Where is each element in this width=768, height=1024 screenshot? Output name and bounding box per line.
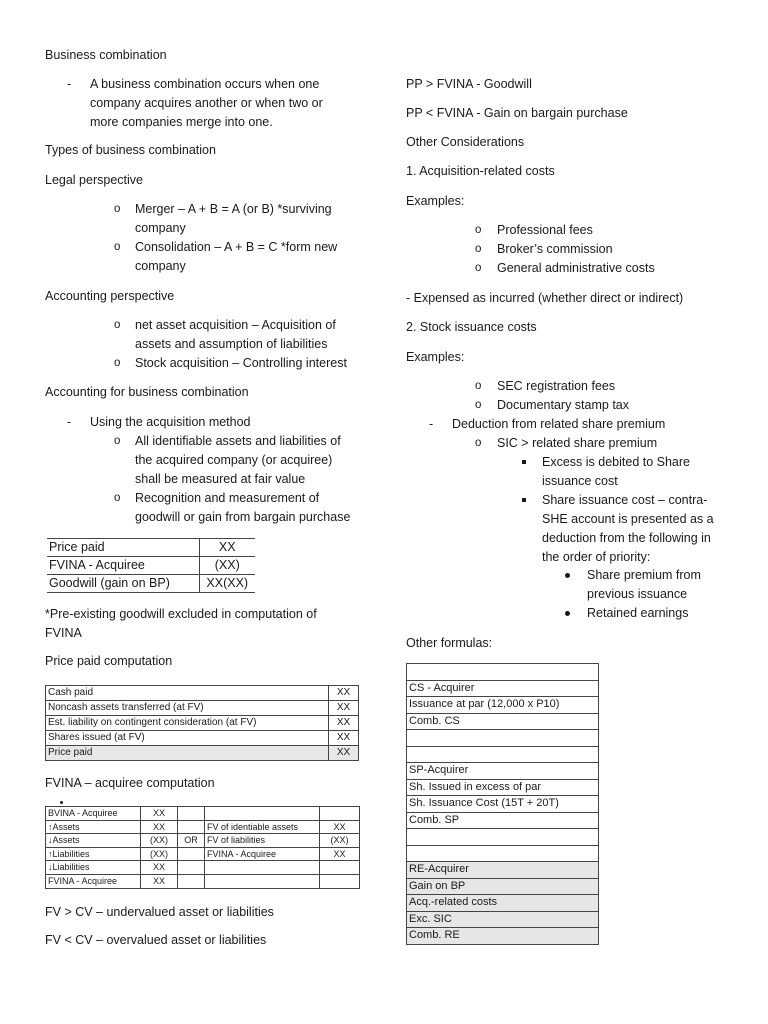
table-row bbox=[47, 539, 255, 557]
table-cell bbox=[320, 874, 360, 888]
goodwill-table bbox=[47, 538, 255, 593]
circle-bullet: o bbox=[114, 203, 121, 215]
table-cell bbox=[320, 861, 360, 875]
table-cell: (XX) bbox=[320, 834, 360, 848]
table-row bbox=[407, 812, 599, 829]
formulas-table bbox=[406, 663, 599, 945]
circle-bullet: o bbox=[114, 357, 121, 369]
table-cell: FV of liabilities bbox=[205, 834, 320, 848]
table-cell bbox=[178, 874, 205, 888]
table-cell: Price paid bbox=[46, 746, 329, 761]
circle-bullet: o bbox=[475, 437, 482, 449]
table-cell: XX bbox=[199, 539, 255, 557]
table-cell: Cash paid bbox=[46, 686, 329, 701]
dash-bullet: - bbox=[67, 77, 72, 91]
legal-heading: Legal perspective bbox=[45, 173, 143, 187]
table-cell bbox=[205, 807, 320, 821]
types-heading: Types of business combination bbox=[45, 143, 216, 157]
table-cell: FV of identiable assets bbox=[205, 820, 320, 834]
table-row bbox=[407, 911, 599, 928]
table-cell bbox=[407, 746, 599, 763]
table-cell: SP-Acquirer bbox=[407, 763, 599, 780]
table-cell: XX bbox=[141, 820, 178, 834]
table-row bbox=[46, 731, 359, 746]
table-cell: CS - Acquirer bbox=[407, 680, 599, 697]
other-formulas-heading: Other formulas: bbox=[406, 636, 493, 650]
preexisting-note-line-2: FVINA bbox=[45, 626, 82, 640]
table-row bbox=[407, 895, 599, 912]
table-row bbox=[407, 878, 599, 895]
expensed-note: - Expensed as incurred (whether direct or indirect) bbox=[406, 291, 684, 305]
sic-sub-2-line-3: deduction from the following in bbox=[542, 531, 711, 545]
table-row bbox=[46, 861, 360, 875]
table-row bbox=[46, 686, 359, 701]
sic-sub-2-line-2: SHE account is presented as a bbox=[542, 512, 714, 526]
definition-line-2: company acquires another or when two or bbox=[90, 96, 323, 110]
table-row bbox=[46, 807, 360, 821]
sic-sub-1-line-2: issuance cost bbox=[542, 474, 618, 488]
table-cell bbox=[205, 874, 320, 888]
accounting-item-stock: Stock acquisition – Controlling interest bbox=[135, 356, 347, 370]
method-item: Using the acquisition method bbox=[90, 415, 251, 429]
table-row bbox=[407, 779, 599, 796]
table-cell: Goodwill (gain on BP) bbox=[47, 575, 199, 593]
table-cell bbox=[320, 807, 360, 821]
table-cell: (XX) bbox=[141, 834, 178, 848]
legal-item-consolidation-cont: company bbox=[135, 259, 186, 273]
fv-greater-cv: FV > CV – undervalued asset or liabilities bbox=[45, 905, 274, 919]
circle-bullet: o bbox=[475, 243, 482, 255]
dot-bullet bbox=[565, 611, 570, 616]
table-cell: Comb. CS bbox=[407, 713, 599, 730]
fv-less-cv: FV < CV – overvalued asset or liabilities bbox=[45, 933, 267, 947]
table-cell: FVINA - Acquiree bbox=[205, 847, 320, 861]
table-row bbox=[407, 862, 599, 879]
table-cell bbox=[407, 664, 599, 681]
table-cell bbox=[407, 845, 599, 862]
table-row bbox=[407, 928, 599, 945]
table-row bbox=[407, 796, 599, 813]
table-cell: BVINA - Acquiree bbox=[46, 807, 141, 821]
table-cell: Sh. Issued in excess of par bbox=[407, 779, 599, 796]
dot-bullet bbox=[60, 801, 63, 804]
definition-line-3: more companies merge into one. bbox=[90, 115, 273, 129]
circle-bullet: o bbox=[114, 492, 121, 504]
table-row bbox=[407, 845, 599, 862]
table-cell: ↑Liabilities bbox=[46, 847, 141, 861]
table-cell: FVINA - Acquiree bbox=[46, 874, 141, 888]
table-row bbox=[46, 820, 360, 834]
table-cell: XX bbox=[141, 874, 178, 888]
table-cell: XX bbox=[141, 861, 178, 875]
table-cell bbox=[178, 820, 205, 834]
sic-sub-1-line-1: Excess is debited to Share bbox=[542, 455, 690, 469]
priority-share-premium-cont: previous issuance bbox=[587, 587, 688, 601]
other-considerations-heading: Other Considerations bbox=[406, 135, 525, 149]
method-sub-1-line-1: All identifiable assets and liabilities of bbox=[135, 434, 341, 448]
deduction-item: Deduction from related share premium bbox=[452, 417, 666, 431]
table-cell: Est. liability on contingent consideration (at FV) bbox=[46, 716, 329, 731]
table-row bbox=[46, 834, 360, 848]
legal-item-merger-cont: company bbox=[135, 221, 186, 235]
table-cell: Shares issued (at FV) bbox=[46, 731, 329, 746]
table-row bbox=[47, 575, 255, 593]
legal-item-consolidation: Consolidation – A + B = C *form new bbox=[135, 240, 338, 254]
circle-bullet: o bbox=[475, 399, 482, 411]
table-cell: XX bbox=[329, 701, 359, 716]
table-row bbox=[407, 680, 599, 697]
table-cell: Gain on BP bbox=[407, 878, 599, 895]
dot-bullet bbox=[565, 573, 570, 578]
table-row bbox=[407, 713, 599, 730]
examples-label: Examples: bbox=[406, 194, 465, 208]
sic-sub-2-line-1: Share issuance cost – contra- bbox=[542, 493, 708, 507]
pp-less-fvina: PP < FVINA - Gain on bargain purchase bbox=[406, 106, 628, 120]
table-cell: Price paid bbox=[47, 539, 199, 557]
definition-line-1: A business combination occurs when one bbox=[90, 77, 320, 91]
preexisting-note-line-1: *Pre-existing goodwill excluded in computation of bbox=[45, 607, 317, 621]
table-cell: Acq.-related costs bbox=[407, 895, 599, 912]
table-row bbox=[407, 763, 599, 780]
table-cell: XX bbox=[329, 731, 359, 746]
table-row bbox=[46, 701, 359, 716]
circle-bullet: o bbox=[475, 224, 482, 236]
acq-example-general-admin: General administrative costs bbox=[497, 261, 655, 275]
dash-bullet: - bbox=[67, 415, 72, 429]
table-cell: OR bbox=[178, 834, 205, 848]
table-cell: (XX) bbox=[199, 557, 255, 575]
acq-example-brokers-commission: Broker’s commission bbox=[497, 242, 613, 256]
stock-example-stamp-tax: Documentary stamp tax bbox=[497, 398, 629, 412]
method-sub-2-line-1: Recognition and measurement of bbox=[135, 491, 320, 505]
table-cell: XX bbox=[141, 807, 178, 821]
priority-retained-earnings: Retained earnings bbox=[587, 606, 689, 620]
method-sub-1-line-2: the acquired company (or acquiree) bbox=[135, 453, 333, 467]
acq-costs-heading: 1. Acquisition-related costs bbox=[406, 164, 555, 178]
dash-bullet: - bbox=[429, 417, 434, 431]
table-cell: XX(XX) bbox=[199, 575, 255, 593]
method-sub-2-line-2: goodwill or gain from bargain purchase bbox=[135, 510, 351, 524]
accounting-item-net-asset: net asset acquisition – Acquisition of bbox=[135, 318, 336, 332]
afbc-heading: Accounting for business combination bbox=[45, 385, 249, 399]
circle-bullet: o bbox=[475, 262, 482, 274]
sic-sub-2-line-4: the order of priority: bbox=[542, 550, 651, 564]
stock-issuance-heading: 2. Stock issuance costs bbox=[406, 320, 537, 334]
circle-bullet: o bbox=[475, 380, 482, 392]
acq-example-professional-fees: Professional fees bbox=[497, 223, 593, 237]
page-title: Business combination bbox=[45, 48, 167, 62]
price-paid-heading: Price paid computation bbox=[45, 654, 173, 668]
sic-item: SIC > related share premium bbox=[497, 436, 658, 450]
table-cell: RE-Acquirer bbox=[407, 862, 599, 879]
table-row bbox=[46, 847, 360, 861]
table-cell bbox=[178, 847, 205, 861]
table-cell: (XX) bbox=[141, 847, 178, 861]
table-cell: XX bbox=[329, 746, 359, 761]
table-cell bbox=[407, 730, 599, 747]
table-cell: XX bbox=[329, 686, 359, 701]
table-cell bbox=[178, 861, 205, 875]
table-cell: Issuance at par (12,000 x P10) bbox=[407, 697, 599, 714]
table-cell: XX bbox=[320, 820, 360, 834]
priority-share-premium: Share premium from bbox=[587, 568, 701, 582]
table-cell: ↑Assets bbox=[46, 820, 141, 834]
circle-bullet: o bbox=[114, 241, 121, 253]
price-paid-table bbox=[45, 685, 359, 761]
table-cell: XX bbox=[329, 716, 359, 731]
table-row bbox=[46, 746, 359, 761]
table-cell: Sh. Issuance Cost (15T + 20T) bbox=[407, 796, 599, 813]
circle-bullet: o bbox=[114, 319, 121, 331]
table-row bbox=[46, 716, 359, 731]
table-row bbox=[407, 730, 599, 747]
circle-bullet: o bbox=[114, 435, 121, 447]
table-cell: XX bbox=[320, 847, 360, 861]
table-row bbox=[407, 664, 599, 681]
table-cell: Noncash assets transferred (at FV) bbox=[46, 701, 329, 716]
examples-label-2: Examples: bbox=[406, 350, 465, 364]
table-row bbox=[47, 557, 255, 575]
table-cell bbox=[407, 829, 599, 846]
square-bullet bbox=[522, 498, 526, 502]
fvina-table bbox=[45, 806, 360, 889]
table-cell: ↓Assets bbox=[46, 834, 141, 848]
accounting-heading: Accounting perspective bbox=[45, 289, 175, 303]
square-bullet bbox=[522, 460, 526, 464]
table-cell: ↓Liabilities bbox=[46, 861, 141, 875]
pp-greater-fvina: PP > FVINA - Goodwill bbox=[406, 77, 532, 91]
table-row bbox=[407, 697, 599, 714]
legal-item-merger: Merger – A + B = A (or B) *surviving bbox=[135, 202, 332, 216]
method-sub-1-line-3: shall be measured at fair value bbox=[135, 472, 306, 486]
table-row bbox=[46, 874, 360, 888]
table-cell: Exc. SIC bbox=[407, 911, 599, 928]
fvina-heading: FVINA – acquiree computation bbox=[45, 776, 215, 790]
table-row bbox=[407, 829, 599, 846]
table-cell bbox=[178, 807, 205, 821]
table-cell: FVINA - Acquiree bbox=[47, 557, 199, 575]
table-cell: Comb. SP bbox=[407, 812, 599, 829]
accounting-item-net-asset-cont: assets and assumption of liabilities bbox=[135, 337, 328, 351]
stock-example-sec-fees: SEC registration fees bbox=[497, 379, 616, 393]
table-cell: Comb. RE bbox=[407, 928, 599, 945]
table-row bbox=[407, 746, 599, 763]
table-cell bbox=[205, 861, 320, 875]
